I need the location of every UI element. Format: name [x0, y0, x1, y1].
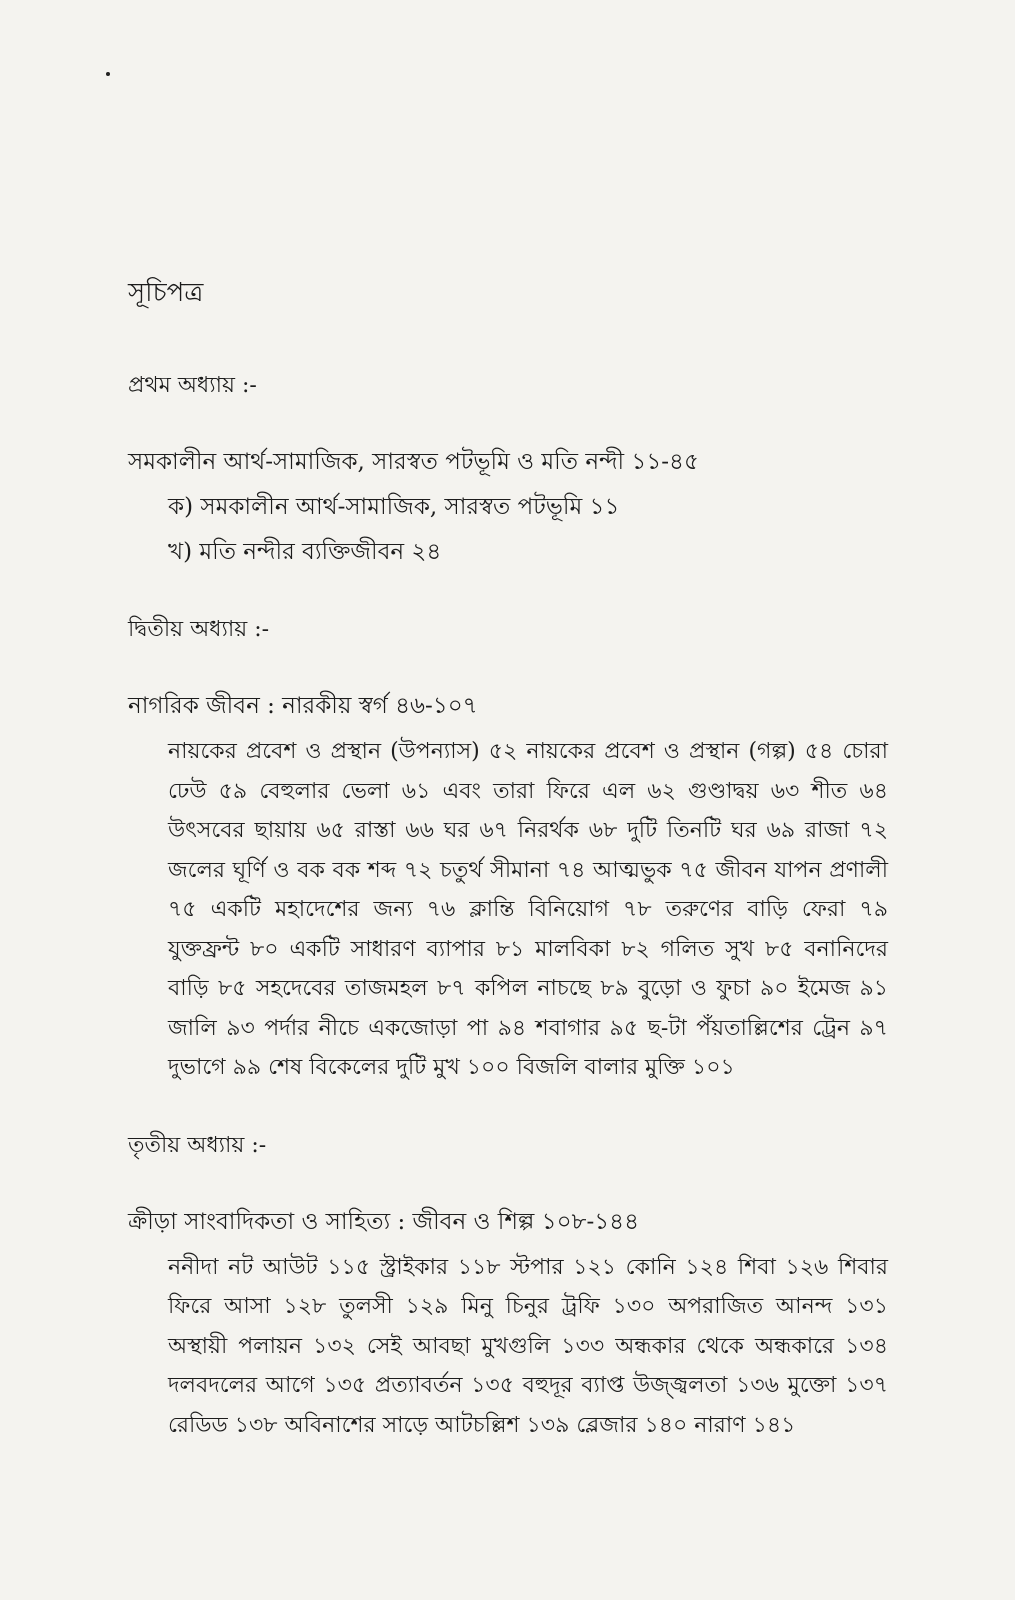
toc-item: ক) সমকালীন আর্থ-সামাজিক, সারস্বত পটভূমি ১১ — [168, 494, 620, 520]
section-title: ক্রীড়া সাংবাদিকতা ও সাহিত্য : জীবন ও শিল্প ১০৮-১৪৪ — [128, 1208, 640, 1235]
chapter-3 — [128, 1128, 888, 1446]
chapter-2 — [128, 612, 888, 1088]
table-of-contents — [128, 272, 888, 1479]
chapter-heading: দ্বিতীয় অধ্যায় :- — [128, 617, 270, 642]
toc-entries: ননীদা নট আউট ১১৫ স্ট্রাইকার ১১৮ স্টপার ১২১ কোনি ১২৪ শিবা ১২৬ শিবার ফিরে আসা ১২৮ তুলসী ১২৯ মিনু চিনুর ট্রফি ১৩০ অপরাজিত আনন্দ ১৩১ অস্থায়ী পলায়ন ১৩২ সেই আবছা মুখগুলি ১৩৩ অন্ধকার থেকে অন্ধকারে ১৩৪ দলবদলের আগে ১৩৫ প্রত্যাবর্তন ১৩৫ বহুদূর ব্যাপ্ত উজ্জ্বলতা ১৩৬ মুক্তো ১৩৭ রেডিড ১৩৮ অবিনাশের সাড়ে আটচল্লিশ ১৩৯ ব্লেজার ১৪০ নারাণ ১৪১ — [168, 1254, 888, 1438]
section-title: সমকালীন আর্থ-সামাজিক, সারস্বত পটভূমি ও মতি নন্দী ১১-৪৫ — [128, 449, 699, 475]
toc-item: খ) মতি নন্দীর ব্যক্তিজীবন ২৪ — [168, 539, 442, 565]
toc-entries: নায়কের প্রবেশ ও প্রস্থান (উপন্যাস) ৫২ নায়কের প্রবেশ ও প্রস্থান (গল্প) ৫৪ চোরা ঢেউ ৫৯ বেহুলার ভেলা ৬১ এবং তারা ফিরে এল ৬২ গুণ্ডাদ্বয় ৬৩ শীত ৬৪ উৎসবের ছায়ায় ৬৫ রাস্তা ৬৬ ঘর ৬৭ নিরর্থক ৬৮ দুটি তিনটি ঘর ৬৯ রাজা ৭২ জলের ঘূর্ণি ও বক বক শব্দ ৭২ চতুর্থ সীমানা ৭৪ আত্মভুক ৭৫ জীবন যাপন প্রণালী ৭৫ একটি মহাদেশের জন্য ৭৬ ক্লান্তি বিনিয়োগ ৭৮ তরুণের বাড়ি ফেরা ৭৯ যুক্তফ্রন্ট ৮০ একটি সাধারণ ব্যাপার ৮১ মালবিকা ৮২ গলিত সুখ ৮৫ বনানিদের বাড়ি ৮৫ সহদেবের তাজমহল ৮৭ কপিল নাচছে ৮৯ বুড়ো ও ফুচা ৯০ ইমেজ ৯১ জালি ৯৩ পর্দার নীচে একজোড়া পা ৯৪ শবাগার ৯৫ ছ-টা পঁয়তাল্লিশের ট্রেন ৯৭ দুভাগে ৯৯ শেষ বিকেলের দুটি মুখ ১০০ বিজলি বালার মুক্তি ১০১ — [168, 739, 888, 1080]
chapter-heading: প্রথম অধ্যায় :- — [128, 373, 257, 398]
section-title: নাগরিক জীবন : নারকীয় স্বর্গ ৪৬-১০৭ — [128, 693, 478, 719]
ink-dot — [106, 72, 110, 76]
chapter-heading: তৃতীয় অধ্যায় :- — [128, 1132, 267, 1158]
page-title: সূচিপত্র — [128, 278, 204, 308]
chapter-1 — [128, 368, 888, 572]
